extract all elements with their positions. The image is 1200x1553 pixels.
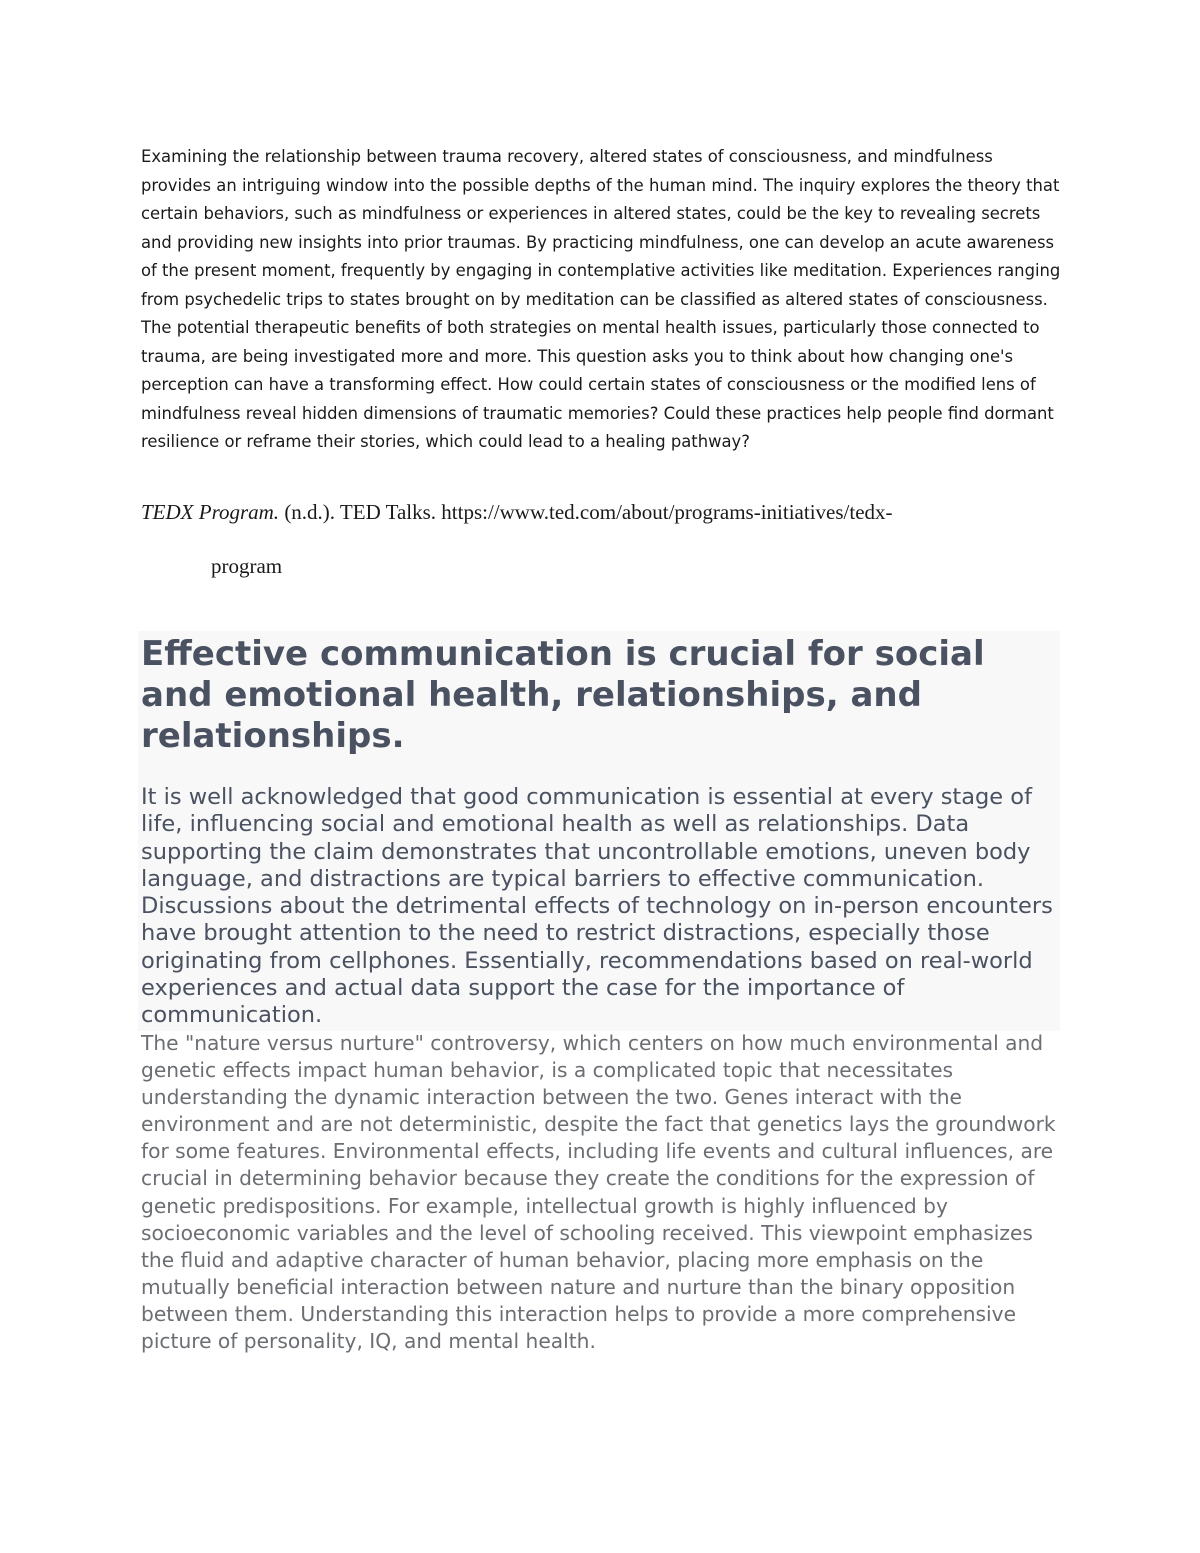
- intro-paragraph: Examining the relationship between trauma recovery, altered states of consciousness, and mindfulness provides an intriguing window into the possible depths of the human mind. The inquiry explores the theory that certain behaviors, such as mindfulness or experiences in altered states, could be the key to revealing secrets and providing new insights into prior traumas. By practicing mindfulness, one can develop an acute awareness of the present moment, frequently by engaging in contemplative activities like meditation. Experiences ranging from psychedelic trips to states brought on by meditation can be classified as altered states of consciousness. The potential therapeutic benefits of both strategies on mental health issues, particularly those connected to trauma, are being investigated more and more. This question asks you to think about how changing one's perception can have a transforming effect. How could certain states of consciousness or the modified lens of mindfulness reveal hidden dimensions of traumatic memories? Could these practices help people find dormant resilience or reframe their stories, which could lead to a healing pathway?: [141, 147, 1061, 451]
- section-summary-paragraph: It is well acknowledged that good communication is essential at every stage of life, influencing social and emotional health as well as relationships. Data supporting the claim demonstrates that uncontrollable emotions, uneven body language, and distractions are typical barriers to effective communication. Discussions about the detrimental effects of technology on in-person encounters have brought attention to the need to restrict distractions, especially those originating from cellphones. Essentially, recommendations based on real-world experiences and actual data support the case for the importance of communication.: [141, 784, 1053, 1029]
- section-heading: Effective communication is crucial for social and emotional health, relationships, and relationships.: [141, 634, 985, 756]
- citation-title: TEDX Program.: [141, 500, 280, 524]
- reference-citation: [141, 497, 1061, 581]
- nature-nurture-paragraph: The "nature versus nurture" controversy, which centers on how much environmental and genetic effects impact human behavior, is a complicated topic that necessitates understanding the dynamic interaction between the two. Genes interact with the environment and are not deterministic, despite the fact that genetics lays the groundwork for some features. Environmental effects, including life events and cultural influences, are crucial in determining behavior because they create the conditions for the expression of genetic predispositions. For example, intellectual growth is highly influenced by socioeconomic variables and the level of schooling received. This viewpoint emphasizes the fluid and adaptive character of human behavior, placing more emphasis on the mutually beneficial interaction between nature and nurture than the binary opposition between them. Understanding this interaction helps to provide a more comprehensive picture of personality, IQ, and mental health.: [141, 1031, 1056, 1354]
- citation-details: (n.d.). TED Talks. https://www.ted.com/about/programs-initiatives/tedx-: [279, 500, 893, 524]
- citation-continuation: program: [211, 554, 283, 578]
